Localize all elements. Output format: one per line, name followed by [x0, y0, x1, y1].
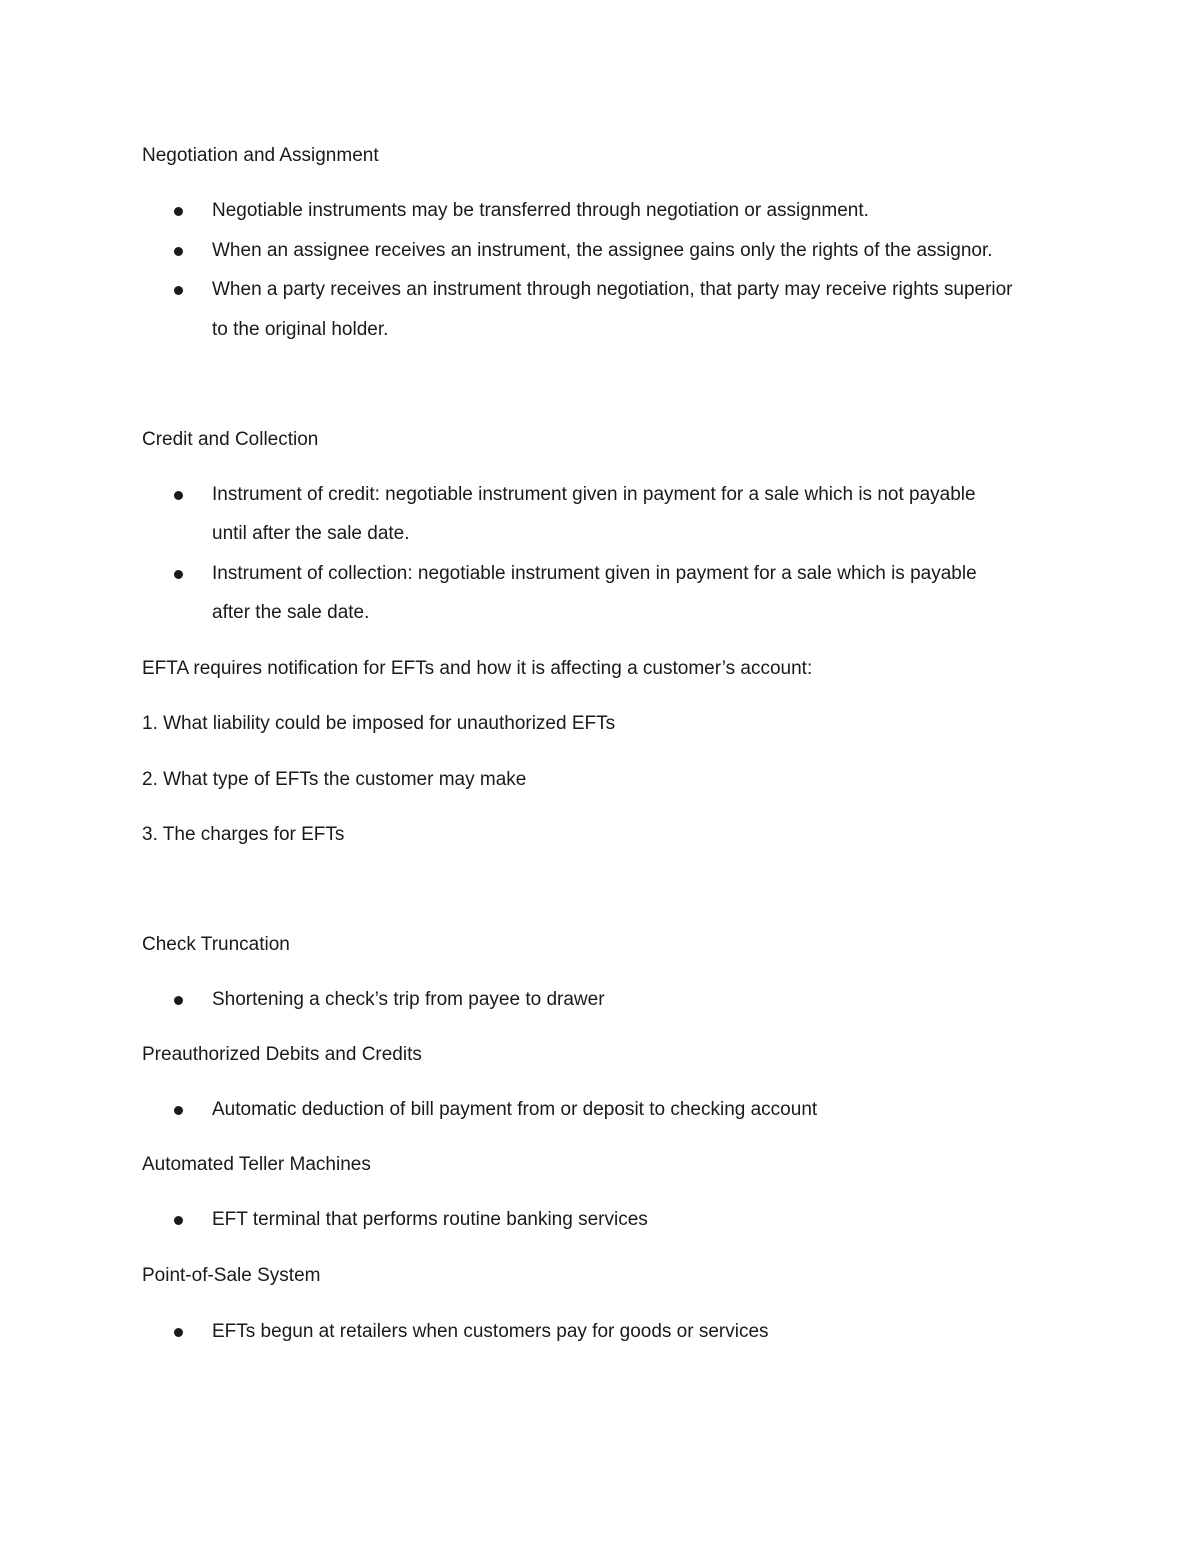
list-item — [0, 1208, 1200, 1232]
bullet-icon — [174, 491, 183, 500]
list-item-text: EFTs begun at retailers when customers pay for goods or services — [212, 1321, 769, 1342]
list-item — [0, 278, 1200, 302]
list-item-continuation: after the sale date. — [212, 602, 370, 623]
bullet-icon — [174, 247, 183, 256]
list-item-text: Instrument of credit: negotiable instrument given in payment for a sale which is not payable — [212, 484, 976, 505]
heading-check-truncation: Check Truncation — [142, 934, 290, 955]
heading-atm: Automated Teller Machines — [142, 1154, 371, 1175]
efta-intro: EFTA requires notification for EFTs and how it is affecting a customer’s account: — [142, 658, 813, 679]
list-item-text: EFT terminal that performs routine banking services — [212, 1209, 648, 1230]
list-item — [0, 199, 1200, 223]
list-item-text: Instrument of collection: negotiable instrument given in payment for a sale which is payable — [212, 563, 977, 584]
bullet-icon — [174, 996, 183, 1005]
efta-point-2: 2. What type of EFTs the customer may make — [142, 769, 527, 790]
heading-negotiation-assignment: Negotiation and Assignment — [142, 145, 379, 166]
list-item — [0, 988, 1200, 1012]
list-item-text: Shortening a check’s trip from payee to drawer — [212, 989, 605, 1010]
bullet-icon — [174, 1328, 183, 1337]
heading-preauthorized: Preauthorized Debits and Credits — [142, 1044, 422, 1065]
bullet-icon — [174, 286, 183, 295]
list-item-text: Automatic deduction of bill payment from or deposit to checking account — [212, 1099, 818, 1120]
list-item — [0, 239, 1200, 263]
bullet-icon — [174, 207, 183, 216]
list-item-text: Negotiable instruments may be transferred through negotiation or assignment. — [212, 200, 869, 221]
list-item — [0, 562, 1200, 586]
list-item-text: When an assignee receives an instrument, the assignee gains only the rights of the assignor. — [212, 240, 993, 261]
heading-credit-collection: Credit and Collection — [142, 429, 319, 450]
heading-pos: Point-of-Sale System — [142, 1265, 321, 1286]
list-item-continuation: to the original holder. — [212, 319, 389, 340]
list-item — [0, 483, 1200, 507]
bullet-icon — [174, 570, 183, 579]
list-item-text: When a party receives an instrument through negotiation, that party may receive rights superior — [212, 279, 1013, 300]
bullet-icon — [174, 1106, 183, 1115]
list-item-continuation: until after the sale date. — [212, 523, 410, 544]
list-item — [0, 1320, 1200, 1344]
efta-point-3: 3. The charges for EFTs — [142, 824, 345, 845]
list-item — [0, 1098, 1200, 1122]
bullet-icon — [174, 1216, 183, 1225]
efta-point-1: 1. What liability could be imposed for unauthorized EFTs — [142, 713, 616, 734]
